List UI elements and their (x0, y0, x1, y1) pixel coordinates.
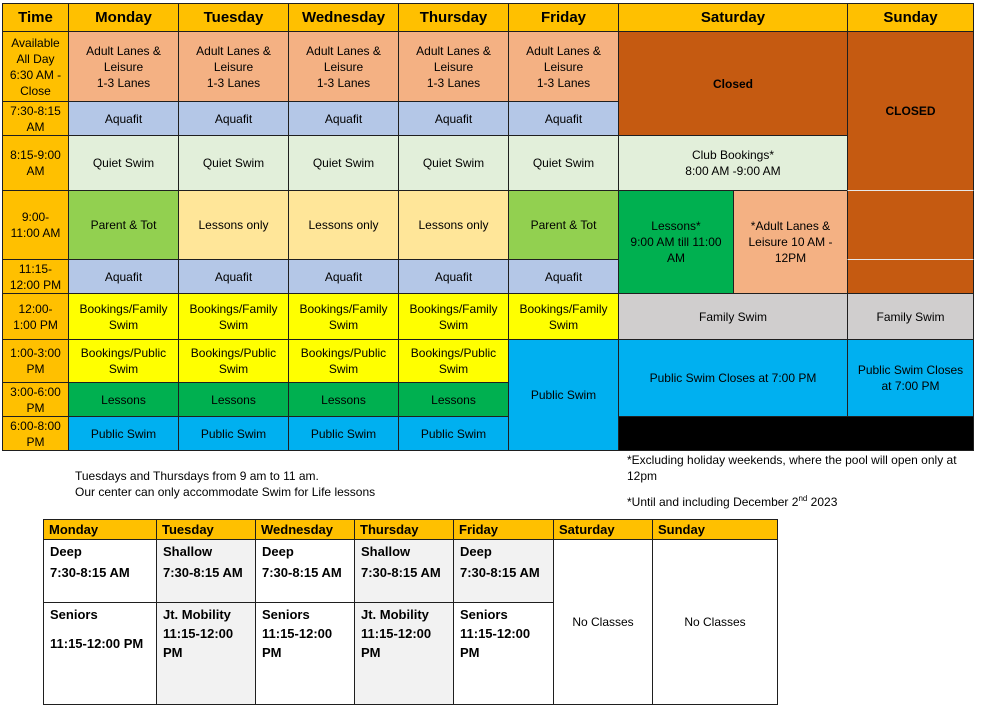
slot-aquafit: Aquafit (508, 101, 619, 136)
slot-bookings-family: Bookings/Family Swim (178, 293, 289, 340)
class-cell (156, 539, 256, 603)
slot-aquafit: Aquafit (68, 259, 179, 294)
slot-aquafit: Aquafit (398, 101, 509, 136)
slot-aquafit: Aquafit (508, 259, 619, 294)
header-friday: Friday (508, 3, 619, 32)
slot-lessons-only: Lessons only (288, 190, 399, 260)
class-cell (354, 539, 454, 603)
class-name: Seniors (460, 607, 508, 622)
slot-public-swim: Public Swim (68, 416, 179, 451)
slot-lessons-only: Lessons only (178, 190, 289, 260)
header-wednesday: Wednesday (288, 3, 399, 32)
header-sunday: Sunday (847, 3, 974, 32)
slot-adult-lanes: Adult Lanes & Leisure 1-3 Lanes (398, 31, 509, 102)
slot-quiet-swim: Quiet Swim (288, 135, 399, 191)
header-thursday: Thursday (398, 3, 509, 32)
slot-sunday-closed: CLOSED (847, 31, 974, 191)
slot-parent-tot: Parent & Tot (508, 190, 619, 260)
saturday-no-classes: No Classes (553, 539, 653, 705)
slot-sunday-public-swim: Public Swim Closes at 7:00 PM (847, 339, 974, 417)
slot-bookings-family: Bookings/Family Swim (508, 293, 619, 340)
slot-bookings-public: Bookings/Public Swim (178, 339, 289, 383)
slot-bookings-public: Bookings/Public Swim (398, 339, 509, 383)
classes-header-monday: Monday (43, 519, 157, 540)
slot-aquafit: Aquafit (68, 101, 179, 136)
slot-bookings-family: Bookings/Family Swim (68, 293, 179, 340)
class-cell (43, 539, 157, 603)
slot-public-swim: Public Swim (178, 416, 289, 451)
time-slot: 3:00-6:00 PM (2, 382, 69, 417)
slot-quiet-swim: Quiet Swim (178, 135, 289, 191)
note-until-date-text: *Until and including December 2 (627, 495, 799, 509)
class-cell (255, 539, 355, 603)
class-name: Deep (460, 544, 492, 559)
class-name: Deep (262, 544, 294, 559)
slot-sunday-family-swim: Family Swim (847, 293, 974, 340)
time-slot: 1:00-3:00 PM (2, 339, 69, 383)
slot-lessons: Lessons (398, 382, 509, 417)
class-time: 11:15-12:00 PM (262, 626, 333, 660)
class-name: Seniors (262, 607, 310, 622)
slot-aquafit: Aquafit (398, 259, 509, 294)
slot-saturday-public-swim: Public Swim Closes at 7:00 PM (618, 339, 848, 417)
class-cell (354, 602, 454, 705)
class-time: 11:15-12:00 PM (460, 626, 531, 660)
time-slot: 11:15- 12:00 PM (2, 259, 69, 294)
slot-saturday-adult-lanes: *Adult Lanes & Leisure 10 AM - 12PM (733, 190, 848, 294)
classes-header-friday: Friday (453, 519, 554, 540)
class-name: Jt. Mobility (361, 607, 429, 622)
class-time: 7:30-8:15 AM (460, 565, 540, 580)
slot-adult-lanes: Adult Lanes & Leisure 1-3 Lanes (508, 31, 619, 102)
class-cell (453, 602, 554, 705)
class-name: Shallow (163, 544, 213, 559)
classes-header-tuesday: Tuesday (156, 519, 256, 540)
slot-club-bookings: Club Bookings* 8:00 AM -9:00 AM (618, 135, 848, 191)
class-time: 7:30-8:15 AM (50, 565, 130, 580)
sunday-no-classes: No Classes (652, 539, 778, 705)
class-time: 11:15-12:00 PM (361, 626, 432, 660)
slot-lessons: Lessons (288, 382, 399, 417)
class-name: Jt. Mobility (163, 607, 231, 622)
slot-public-swim: Public Swim (288, 416, 399, 451)
slot-sunday-closed-cont (847, 259, 974, 294)
time-slot: 12:00- 1:00 PM (2, 293, 69, 340)
slot-lessons-only: Lessons only (398, 190, 509, 260)
time-slot: 8:15-9:00 AM (2, 135, 69, 191)
classes-header-wednesday: Wednesday (255, 519, 355, 540)
note-until-date (627, 494, 837, 510)
slot-adult-lanes: Adult Lanes & Leisure 1-3 Lanes (68, 31, 179, 102)
classes-header-thursday: Thursday (354, 519, 454, 540)
slot-quiet-swim: Quiet Swim (508, 135, 619, 191)
class-time: 11:15-12:00 PM (50, 636, 144, 651)
note-lessons-days: Tuesdays and Thursdays from 9 am to 11 am. (75, 469, 319, 483)
slot-lessons: Lessons (178, 382, 289, 417)
slot-quiet-swim: Quiet Swim (68, 135, 179, 191)
classes-header-sunday: Sunday (652, 519, 778, 540)
time-slot: 6:00-8:00 PM (2, 416, 69, 451)
slot-sunday-closed-cont (847, 190, 974, 260)
class-time: 11:15-12:00 PM (163, 626, 234, 660)
slot-saturday-closed: Closed (618, 31, 848, 136)
slot-bookings-public: Bookings/Public Swim (68, 339, 179, 383)
slot-aquafit: Aquafit (288, 259, 399, 294)
time-slot: 7:30-8:15 AM (2, 101, 69, 136)
slot-adult-lanes: Adult Lanes & Leisure 1-3 Lanes (178, 31, 289, 102)
class-name: Seniors (50, 607, 98, 622)
class-cell (255, 602, 355, 705)
closed-evening-block (618, 416, 974, 451)
header-saturday: Saturday (618, 3, 848, 32)
slot-bookings-public: Bookings/Public Swim (288, 339, 399, 383)
time-slot: Available All Day 6:30 AM - Close (2, 31, 69, 102)
note-until-date-sup: nd (798, 494, 808, 503)
note-holiday-2: 12pm (627, 469, 658, 483)
slot-aquafit: Aquafit (178, 101, 289, 136)
slot-aquafit: Aquafit (288, 101, 399, 136)
slot-parent-tot: Parent & Tot (68, 190, 179, 260)
note-holiday-1: *Excluding holiday weekends, where the pool will open only at (627, 453, 957, 467)
slot-friday-public-swim: Public Swim (508, 339, 619, 451)
class-name: Deep (50, 544, 82, 559)
class-cell (453, 539, 554, 603)
header-tuesday: Tuesday (178, 3, 289, 32)
class-time: 7:30-8:15 AM (163, 565, 243, 580)
class-time: 7:30-8:15 AM (361, 565, 441, 580)
slot-quiet-swim: Quiet Swim (398, 135, 509, 191)
slot-bookings-family: Bookings/Family Swim (398, 293, 509, 340)
slot-saturday-family-swim: Family Swim (618, 293, 848, 340)
slot-saturday-lessons: Lessons* 9:00 AM till 11:00 AM (618, 190, 734, 294)
class-name: Shallow (361, 544, 411, 559)
header-time: Time (2, 3, 69, 32)
slot-adult-lanes: Adult Lanes & Leisure 1-3 Lanes (288, 31, 399, 102)
class-time: 7:30-8:15 AM (262, 565, 342, 580)
slot-bookings-family: Bookings/Family Swim (288, 293, 399, 340)
class-cell (43, 602, 157, 705)
note-until-date-year: 2023 (807, 495, 838, 509)
classes-header-saturday: Saturday (553, 519, 653, 540)
class-cell (156, 602, 256, 705)
header-monday: Monday (68, 3, 179, 32)
slot-lessons: Lessons (68, 382, 179, 417)
time-slot: 9:00- 11:00 AM (2, 190, 69, 260)
note-swim-for-life: Our center can only accommodate Swim for Life lessons (75, 485, 376, 499)
slot-aquafit: Aquafit (178, 259, 289, 294)
slot-public-swim: Public Swim (398, 416, 509, 451)
